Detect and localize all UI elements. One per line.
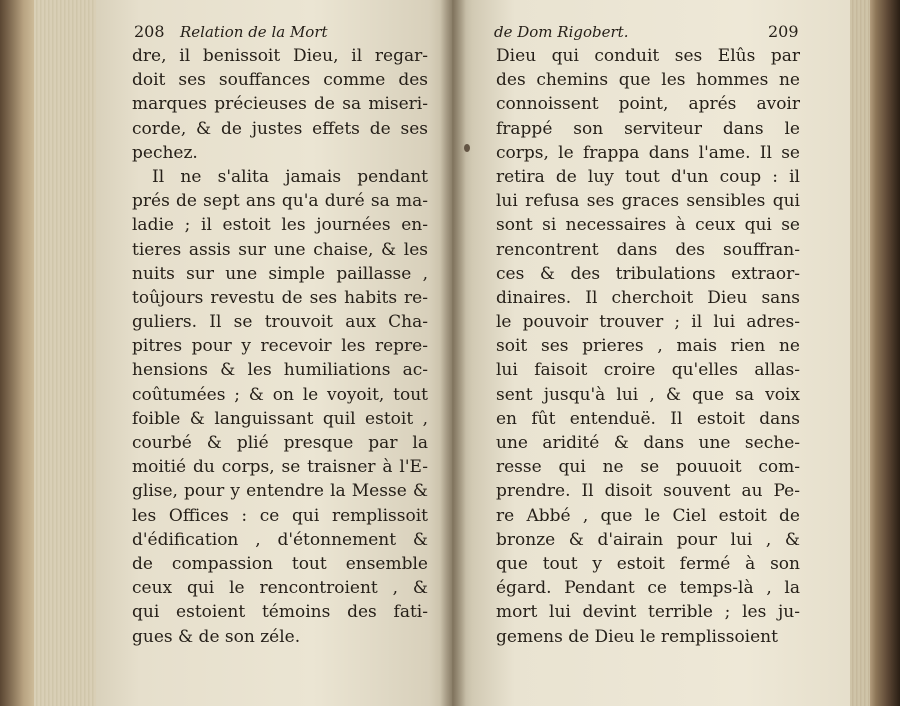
- text-line: Il ne s'alita jamais pendant: [152, 166, 428, 187]
- text-line: courbé & plié presque par la: [132, 433, 428, 453]
- text-line: lui faisoit croire qu'elles allas-: [496, 360, 800, 381]
- text-line: connoissent point, aprés avoir: [496, 94, 800, 115]
- text-line: coûtumées ; & on le voyoit, tout: [132, 384, 428, 405]
- text-line: les Offices : ce qui remplissoit: [132, 505, 428, 526]
- right-running-head: [494, 22, 834, 42]
- text-line: en fût entenduë. Il estoit dans: [496, 408, 800, 429]
- text-line: resse qui ne se pouuoit com-: [496, 457, 800, 478]
- right-page: [452, 0, 870, 706]
- book-gutter: [440, 0, 466, 706]
- text-line: des chemins que les hommes ne: [496, 70, 800, 91]
- text-line: rencontrent dans des souffran-: [496, 239, 800, 260]
- text-line: ces & des tribulations extraor-: [496, 263, 800, 284]
- text-line: tieres assis sur une chaise, & les: [132, 239, 428, 260]
- page-edges-right: [850, 0, 870, 706]
- text-line: bronze & d'airain pour lui , &: [496, 529, 800, 550]
- text-line: pechez.: [132, 142, 198, 163]
- text-line: re Abbé , que le Ciel estoit de: [496, 505, 800, 526]
- text-line: sont si necessaires à ceux qui se: [496, 215, 800, 236]
- text-line: gemens de Dieu le remplissoient: [496, 626, 778, 647]
- text-line: le pouvoir trouver ; il lui adres-: [496, 312, 800, 333]
- left-head-title: Relation de la Mort: [180, 23, 328, 41]
- text-line: dinaires. Il cherchoit Dieu sans: [496, 287, 800, 308]
- text-line: prendre. Il disoit souvent au Pe-: [496, 481, 800, 502]
- left-body-text: [132, 44, 428, 649]
- right-head-title: de Dom Rigobert.: [494, 23, 629, 41]
- page-edges-left: [34, 0, 104, 706]
- text-line: qui estoient témoins des fati-: [132, 602, 428, 623]
- text-line: corps, le frappa dans l'ame. Il se: [496, 142, 800, 163]
- text-line: marques précieuses de sa miseri-: [132, 94, 428, 115]
- text-line: corde, & de justes effets de ses: [132, 118, 428, 139]
- text-line: nuits sur une simple paillasse ,: [132, 263, 428, 284]
- text-line: prés de sept ans qu'a duré sa ma-: [132, 191, 428, 212]
- text-line: guliers. Il se trouvoit aux Cha-: [132, 312, 428, 333]
- right-body-text: [496, 44, 800, 649]
- text-line: mort lui devint terrible ; les ju-: [496, 602, 800, 623]
- text-line: hensions & les humiliations ac-: [132, 360, 428, 381]
- text-line: d'édification , d'étonnement &: [132, 529, 428, 550]
- text-line: lui refusa ses graces sensibles qui: [496, 191, 800, 212]
- text-line: doit ses souffances comme des: [132, 70, 428, 91]
- right-page-number: 209: [768, 22, 799, 41]
- book-cover-left: [0, 0, 34, 706]
- text-line: égard. Pendant ce temps-là , la: [496, 578, 800, 599]
- text-line: soit ses prieres , mais rien ne: [496, 336, 800, 357]
- text-line: ladie ; il estoit les journées en-: [132, 215, 428, 236]
- text-line: toûjours revestu de ses habits re-: [132, 287, 428, 308]
- left-running-head: [134, 22, 434, 42]
- text-line: Dieu qui conduit ses Elûs par: [496, 46, 800, 66]
- text-line: que tout y estoit fermé à son: [496, 553, 800, 574]
- text-line: dre, il benissoit Dieu, il regar-: [132, 46, 428, 66]
- text-line: glise, pour y entendre la Messe &: [132, 481, 428, 502]
- text-line: de compassion tout ensemble: [132, 553, 428, 574]
- text-line: une aridité & dans une seche-: [496, 433, 800, 453]
- book-cover-right: [870, 0, 900, 706]
- text-line: moitié du corps, se traisner à l'E-: [132, 457, 428, 478]
- text-line: frappé son serviteur dans le: [496, 118, 800, 139]
- text-line: sent jusqu'à lui , & que sa voix: [496, 384, 800, 405]
- text-line: gues & de son zéle.: [132, 626, 301, 647]
- text-line: pitres pour y recevoir les repre-: [132, 336, 428, 357]
- text-line: foible & languissant quil estoit ,: [132, 408, 428, 429]
- left-page-number: 208: [134, 22, 165, 41]
- text-line: retira de luy tout d'un coup : il: [496, 166, 800, 187]
- text-line: ceux qui le rencontroient , &: [132, 578, 428, 599]
- left-page: [96, 0, 458, 706]
